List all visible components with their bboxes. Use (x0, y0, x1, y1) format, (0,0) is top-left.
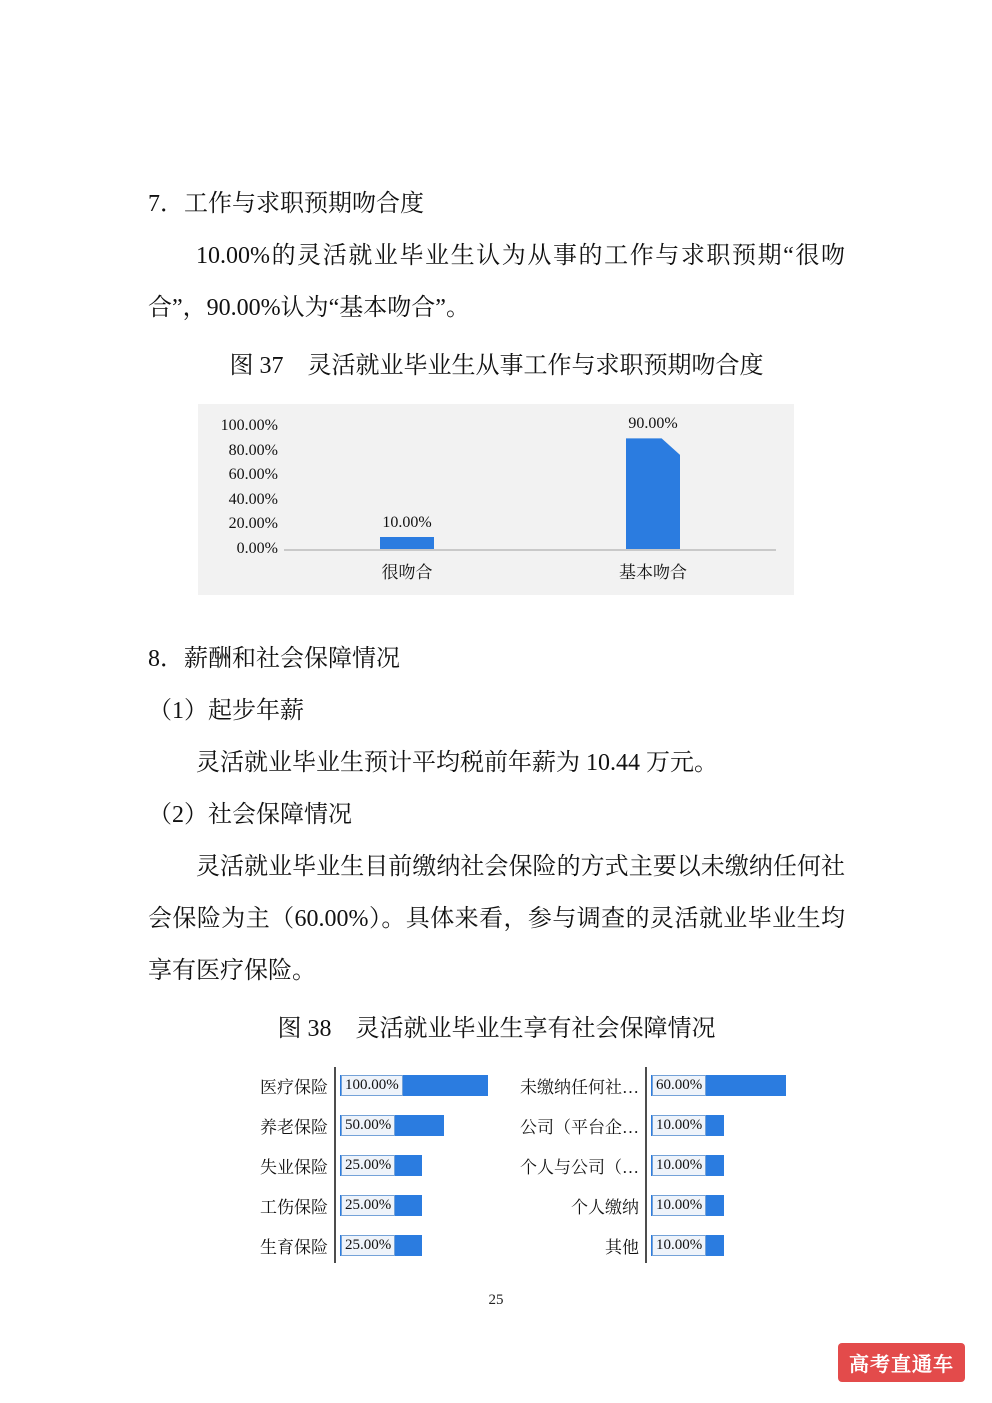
section-8-heading: 8．薪酬和社会保障情况 (148, 646, 400, 672)
hbar-row (516, 1105, 786, 1145)
bar (380, 537, 434, 549)
hbar-row (252, 1145, 488, 1185)
figure-38-caption: 图 38 灵活就业毕业生享有社会保障情况 (277, 1016, 716, 1042)
section-8-paragraph: 灵活就业毕业生目前缴纳社会保险的方式主要以未缴纳任何社会保险为主（60.00%）。具体来看，参与调查的灵活就业毕业生均享有医疗保险。 (148, 854, 845, 984)
bar-value-label: 25.00% (341, 1155, 395, 1176)
category-label: 个人缴纳 (571, 1197, 639, 1217)
hbar-row (516, 1225, 786, 1265)
y-tick-label: 40.00% (228, 490, 278, 508)
page-number: 25 (488, 1292, 504, 1308)
hbar-row (252, 1065, 488, 1105)
bar (651, 1235, 724, 1256)
bar-value-label: 100.00% (341, 1075, 403, 1096)
fig38-left-rows (252, 1065, 488, 1265)
category-label: 医疗保险 (260, 1077, 328, 1097)
bar-track (645, 1235, 724, 1256)
fig37-y-axis (206, 417, 284, 557)
fig37-category-axis (284, 551, 776, 589)
bar (340, 1075, 488, 1096)
bar (340, 1115, 444, 1136)
y-tick-label: 80.00% (228, 441, 278, 459)
hbar-row (252, 1105, 488, 1145)
y-tick-label: 100.00% (220, 417, 278, 434)
bar-value-label: 10.00% (652, 1115, 706, 1136)
y-tick-label: 20.00% (228, 515, 278, 533)
bar-track (645, 1155, 724, 1176)
category-label: 个人与公司（… (520, 1157, 639, 1177)
fig37-plot (284, 415, 776, 551)
category-label: 很吻合 (381, 562, 433, 582)
bar (651, 1195, 724, 1216)
category-label: 工伤保险 (260, 1197, 328, 1217)
category-label: 公司（平台企… (520, 1117, 639, 1137)
bar-value-label: 10.00% (652, 1195, 706, 1216)
figure-37-caption: 图 37 灵活就业毕业生从事工作与求职预期吻合度 (229, 353, 764, 379)
section-8-subheading-1: （1）起步年薪 (148, 698, 304, 724)
hbar-row (516, 1185, 786, 1225)
bar-track (645, 1115, 724, 1136)
bar-value-label: 90.00% (628, 415, 678, 433)
bar-value-label: 50.00% (341, 1115, 395, 1136)
category-label: 基本吻合 (619, 562, 687, 582)
page-content (148, 178, 845, 1265)
bar (340, 1235, 422, 1256)
bar-track (645, 1195, 724, 1216)
hbar-row (516, 1145, 786, 1185)
bar-track (645, 1075, 786, 1096)
bar (626, 438, 680, 549)
bar (651, 1155, 724, 1176)
y-tick-label: 60.00% (228, 466, 278, 484)
fig37-plot-area (284, 415, 776, 589)
fig38-left-chart (252, 1065, 488, 1265)
bar-value-label: 60.00% (652, 1075, 706, 1096)
figure-38-chart (252, 1065, 845, 1265)
bar-track (334, 1115, 444, 1136)
category-label: 生育保险 (260, 1237, 328, 1257)
bar (340, 1195, 422, 1216)
bar (651, 1115, 724, 1136)
fig38-right-rows (516, 1065, 786, 1265)
y-tick-label: 0.00% (236, 540, 278, 557)
bar-track (334, 1155, 422, 1176)
fig38-right-chart (516, 1065, 786, 1265)
figure-37-chart (198, 404, 794, 595)
category-label: 养老保险 (260, 1117, 328, 1137)
bar-value-label: 25.00% (341, 1235, 395, 1256)
section-7-heading: 7．工作与求职预期吻合度 (148, 191, 424, 217)
bar (651, 1075, 786, 1096)
section-7-paragraph: 10.00%的灵活就业毕业生认为从事的工作与求职预期“很吻合”，90.00%认为“基本吻合”。 (148, 243, 845, 321)
category-label: 未缴纳任何社… (520, 1077, 639, 1097)
hbar-row (252, 1185, 488, 1225)
bar-group (530, 415, 776, 549)
section-8-subheading-2: （2）社会保障情况 (148, 802, 352, 828)
hbar-row (252, 1225, 488, 1265)
watermark-badge: 高考直通车 (838, 1343, 965, 1382)
bar-value-label: 10.00% (382, 513, 432, 531)
bar-group (284, 426, 530, 549)
category-label: 其他 (605, 1237, 639, 1257)
salary-paragraph: 灵活就业毕业生预计平均税前年薪为 10.44 万元。 (196, 750, 718, 776)
bar (340, 1155, 422, 1176)
hbar-row (516, 1065, 786, 1105)
bar-value-label: 25.00% (341, 1195, 395, 1216)
bar-value-label: 10.00% (652, 1155, 706, 1176)
bar-value-label: 10.00% (652, 1235, 706, 1256)
bar-track (334, 1075, 488, 1096)
bar-track (334, 1235, 422, 1256)
category-label: 失业保险 (260, 1157, 328, 1177)
bar-track (334, 1195, 422, 1216)
